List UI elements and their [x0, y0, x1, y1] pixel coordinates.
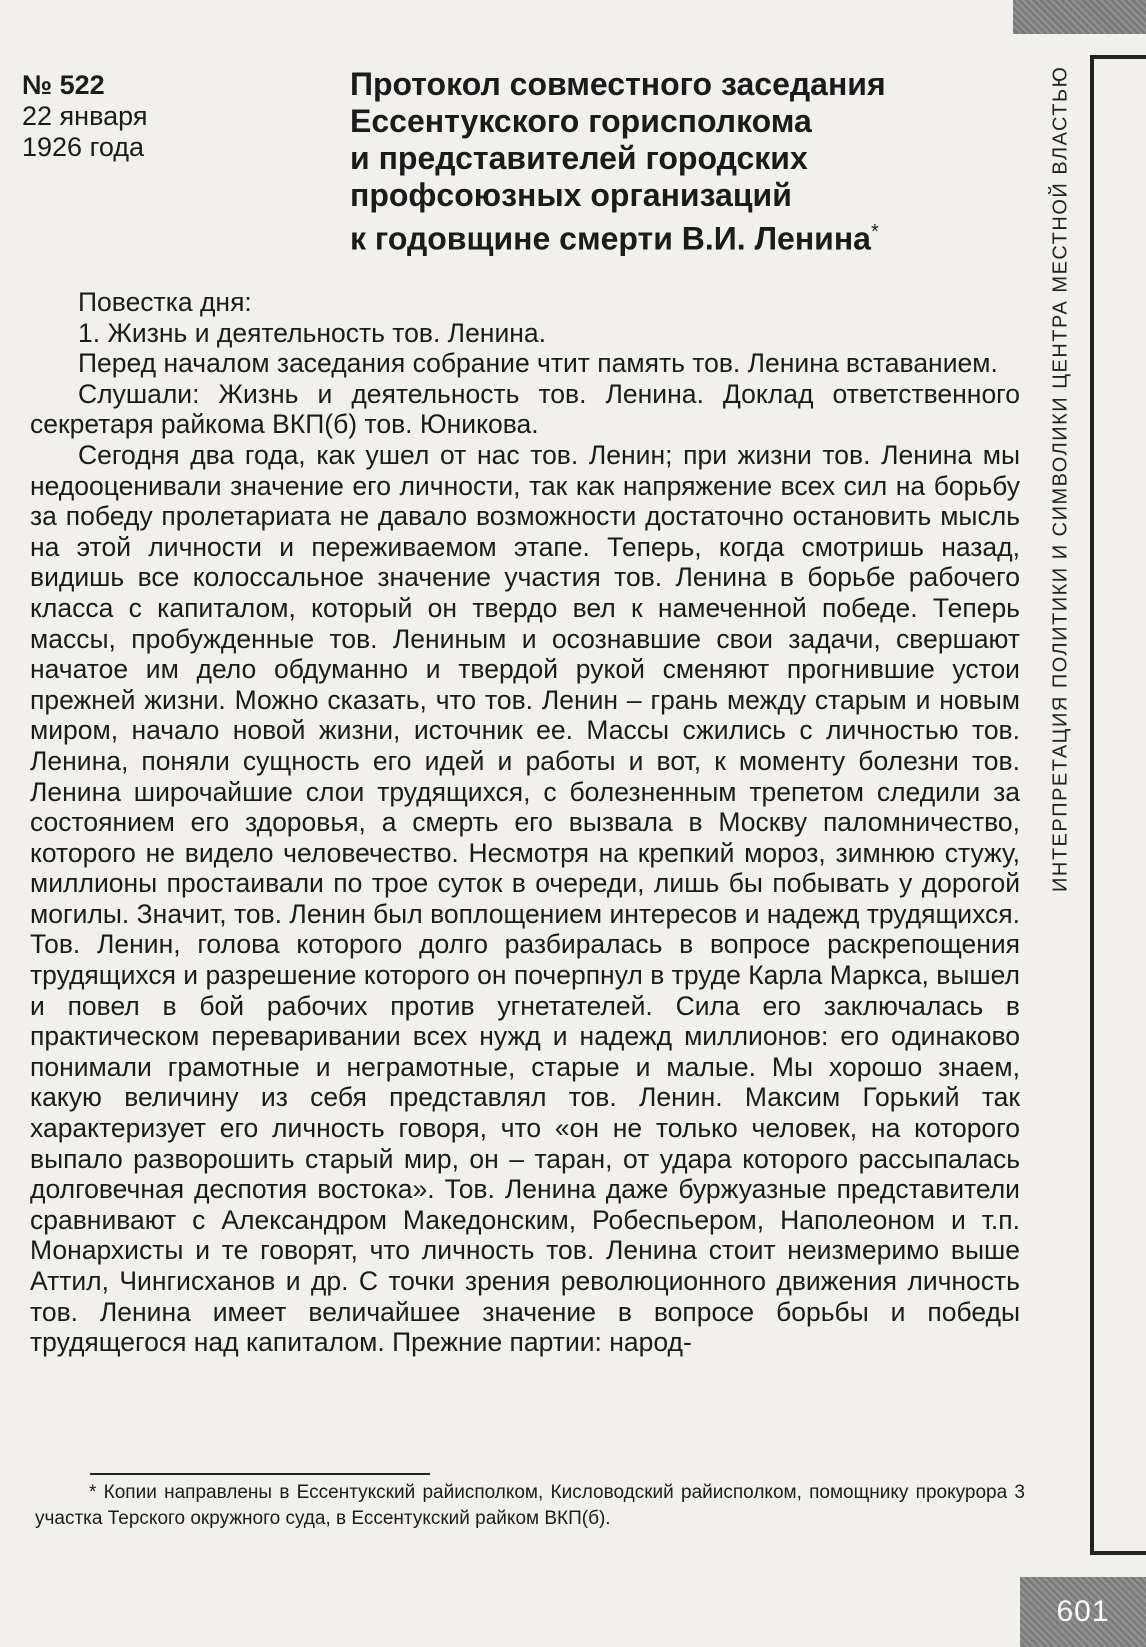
document-meta	[22, 70, 222, 163]
title-line-text: к годовщине смерти В.И. Ленина	[350, 220, 871, 257]
top-edge-tab	[1013, 0, 1146, 34]
document-body	[30, 287, 1020, 1358]
title-line: профсоюзных организаций	[350, 177, 792, 213]
running-section-title: ИНТЕРПРЕТАЦИЯ ПОЛИТИКИ И СИМВОЛИКИ ЦЕНТРА МЕСТНОЙ ВЛАСТЬЮ	[1049, 65, 1072, 893]
side-frame	[1090, 55, 1146, 1555]
footnote-divider	[90, 1473, 430, 1475]
document-number: № 522	[22, 70, 105, 100]
paragraph: Слушали: Жизнь и деятельность тов. Ленина. Доклад ответственного секретаря райкома ВКП(б) тов. Юникова.	[30, 378, 1020, 440]
agenda-item: 1. Жизнь и деятельность тов. Ленина.	[78, 317, 546, 348]
document-date-day: 22 января	[22, 101, 148, 131]
paragraph: Перед началом заседания собрание чтит память тов. Ленина вставанием.	[78, 348, 998, 379]
title-line: Протокол совместного заседания	[350, 66, 886, 102]
agenda-label: Повестка дня:	[78, 287, 252, 317]
title-line: Ессентукского горисполкома	[350, 103, 812, 139]
page-number: 601	[1056, 1595, 1110, 1628]
paragraph: Сегодня два года, как ушел от нас тов. Ленин; при жизни тов. Ленина мы недооценивали значение его личности, так как напряжение всех сил на борьбу за победу пролетариата не давало возможности достаточно остановить мысль на этой личности и переживаемом этапе. Теперь, когда смотришь назад, видишь все колоссальное значение участия тов. Ленина в борьбе рабочего класса с капиталом, который он твердо вел к намеченной победе. Теперь массы, пробужденные тов. Лениным и осознавшие свои задачи, свершают начатое им дело обдуманно и твердой рукой сменяют прогнившие устои прежней жизни. Можно сказать, что тов. Ленин – грань между старым и новым миром, начало новой жизни, источник ее. Массы сжились с личностью тов. Ленина, поняли сущность его идей и работы и вот, к моменту болезни тов. Ленина широчайшие слои трудящихся, с болезненным трепетом следили за состоянием его здоровья, а смерть его вызвала в Москву паломничество, которого не видело человечество. Несмотря на крепкий мороз, зимнюю стужу, миллионы простаивали по трое суток в очереди, лишь бы побывать у дорогой могилы. Значит, тов. Ленин был воплощением интересов и надежд трудящихся. Тов. Ленин, голова которого долго разбиралась в вопросе раскрепощения трудящихся и разрешение которого он почерпнул в труде Карла Маркса, вышел и повел в бой рабочих против угнетателей. Сила его заключалась в практическом переваривании всех нужд и надежд миллионов: его одинаково понимали грамотные и неграмотные, старые и малые. Мы хорошо знаем, какую величину из себя представлял тов. Ленин. Максим Горький так характеризует его личность говоря, что «он не только человек, на которого выпало разворошить старый мир, он – таран, от удара которого рассыпалась долговечная деспотия востока». Тов. Ленина даже буржуазные представители сравнивают с Александром Македонским, Робеспьером, Наполеоном и т.п. Монархисты и те говорят, что личность тов. Ленина стоит неизмеримо выше Аттил, Чингисханов и др. С точки зрения революционного движения личность тов. Ленина имеет величайшее значение в вопросе борьбы и победы трудящегося над капиталом. Прежние партии: народ-	[30, 439, 1020, 1358]
title-line	[350, 214, 1030, 258]
footnote-marker: *	[870, 221, 879, 243]
title-line: и представителей городских	[350, 140, 808, 176]
document-title	[350, 66, 1030, 258]
document-date-year: 1926 года	[22, 132, 145, 162]
footnote: * Копии направлены в Ессентукский райисполком, Кисловодский райисполком, помощнику прокурора 3 участка Терского окружного суда, в Ессентукский райком ВКП(б).	[35, 1482, 1025, 1529]
